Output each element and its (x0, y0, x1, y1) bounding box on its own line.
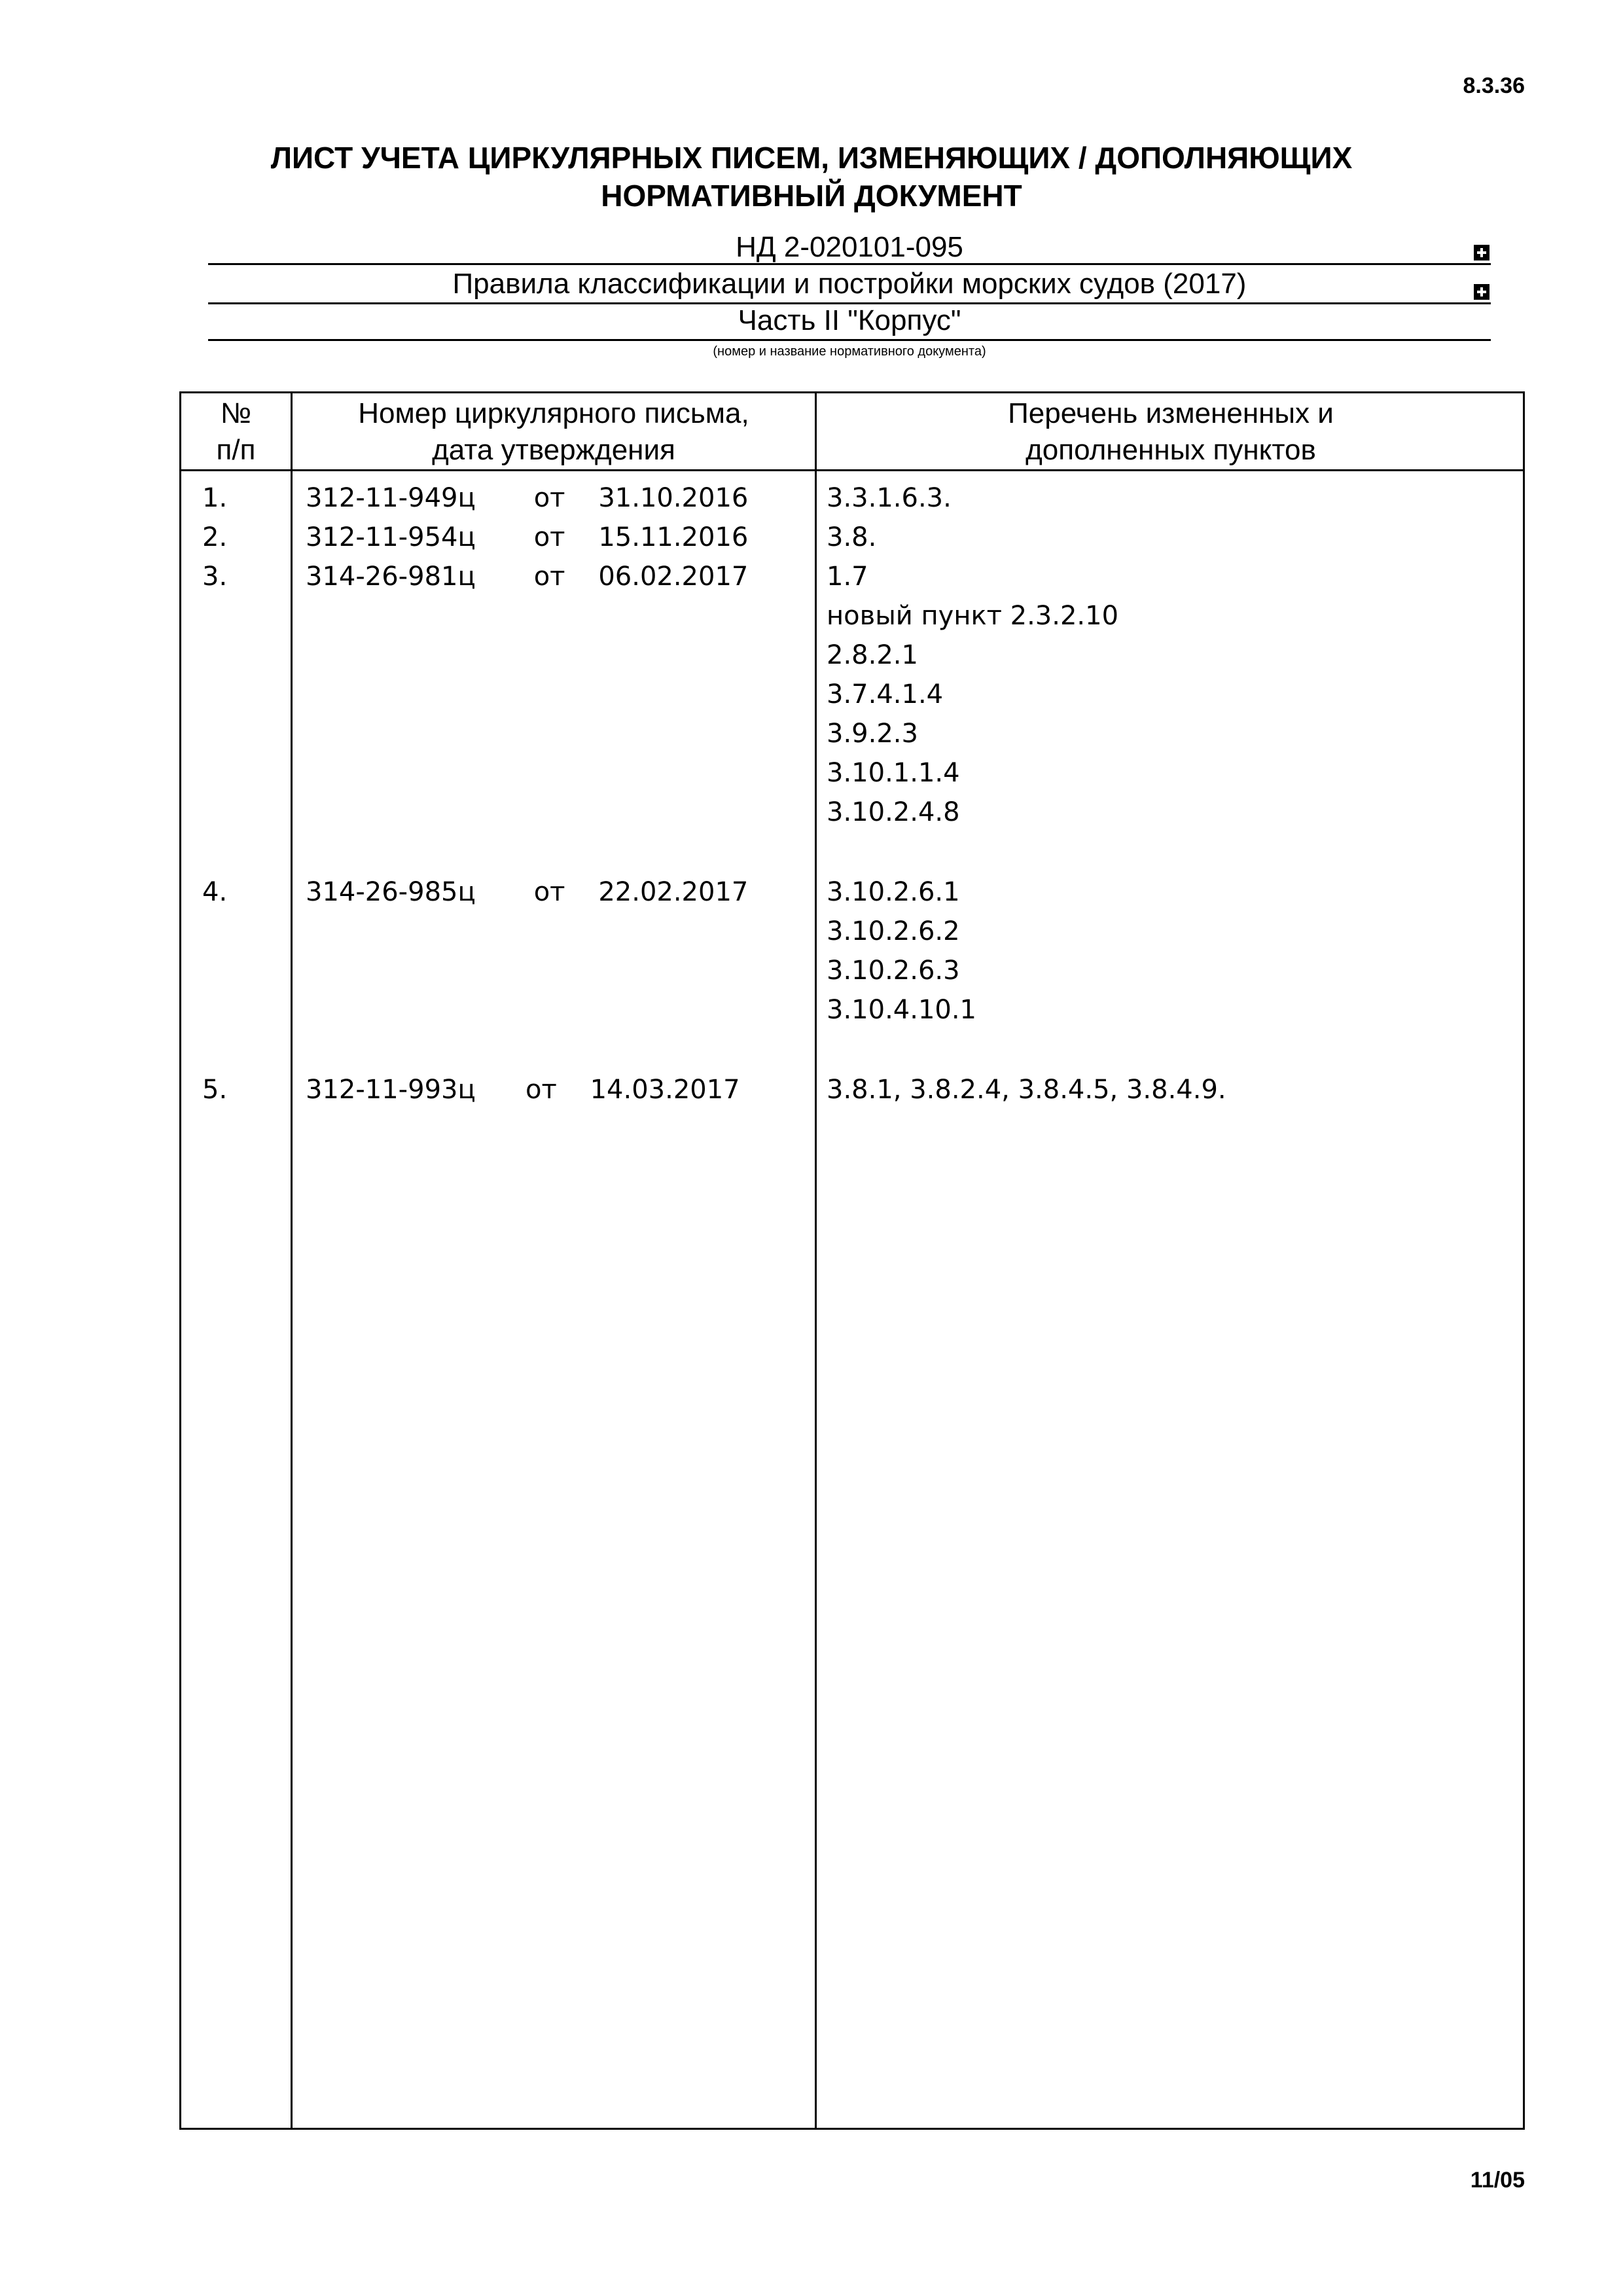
column-divider (815, 393, 817, 2128)
item: 3.7.4.1.4 (827, 679, 944, 709)
item: 3.10.1.1.4 (827, 758, 960, 788)
page-number: 11/05 (1470, 2168, 1525, 2193)
doc-number: НД 2-020101-095 (736, 231, 963, 263)
row-items (827, 557, 1507, 832)
doc-part-rule (208, 339, 1491, 341)
column-header-letter: Номер циркулярного письма, дата утверждения (358, 397, 749, 466)
row-number: 3. (202, 562, 228, 592)
item: 3.3.1.6.3. (827, 483, 952, 513)
title-line-2: НОРМАТИВНЫЙ ДОКУМЕНТ (601, 179, 1022, 213)
item: 1.7 (827, 562, 868, 592)
row-number: 1. (202, 483, 228, 513)
row-items (827, 518, 1507, 557)
doc-caption: (номер и название нормативного документа) (713, 344, 986, 359)
row-letter: 312-11-993ц от 14.03.2017 (306, 1075, 740, 1105)
expand-plus-icon[interactable] (1474, 245, 1489, 260)
row-letter: 314-26-981ц от 06.02.2017 (306, 562, 749, 592)
doc-part: Часть II "Корпус" (738, 304, 961, 336)
item: 3.10.2.6.2 (827, 916, 960, 946)
item: 3.10.4.10.1 (827, 995, 977, 1025)
item: новый пункт 2.3.2.10 (827, 601, 1119, 631)
column-header-items: Перечень измененных и дополненных пунктов (1008, 397, 1334, 466)
doc-number-rule (208, 263, 1491, 265)
circulars-table (179, 391, 1525, 2130)
item: 3.10.2.6.3 (827, 956, 960, 986)
item: 3.8. (827, 522, 877, 552)
expand-plus-icon[interactable] (1474, 284, 1489, 300)
column-header-number: № п/п (216, 397, 256, 466)
row-letter: 312-11-949ц от 31.10.2016 (306, 483, 749, 513)
row-letter: 312-11-954ц от 15.11.2016 (306, 522, 749, 552)
row-letter: 314-26-985ц от 22.02.2017 (306, 877, 749, 907)
row-number: 2. (202, 522, 228, 552)
column-divider (291, 393, 293, 2128)
title-line-1: ЛИСТ УЧЕТА ЦИРКУЛЯРНЫХ ПИСЕМ, ИЗМЕНЯЮЩИХ / ДОПОЛНЯЮЩИХ (270, 141, 1353, 175)
item: 3.10.2.4.8 (827, 797, 960, 827)
row-number: 4. (202, 877, 228, 907)
row-items (827, 1070, 1507, 1109)
item: 3.8.1, 3.8.2.4, 3.8.4.5, 3.8.4.9. (827, 1075, 1226, 1105)
item: 3.10.2.6.1 (827, 877, 960, 907)
doc-name: Правила классификации и постройки морских судов (2017) (452, 268, 1247, 300)
page-title (196, 139, 1427, 215)
item: 2.8.2.1 (827, 640, 918, 670)
item: 3.9.2.3 (827, 719, 918, 749)
row-number: 5. (202, 1075, 228, 1105)
row-items (827, 478, 1507, 518)
section-code: 8.3.36 (1463, 73, 1525, 98)
row-items (827, 872, 1507, 1030)
